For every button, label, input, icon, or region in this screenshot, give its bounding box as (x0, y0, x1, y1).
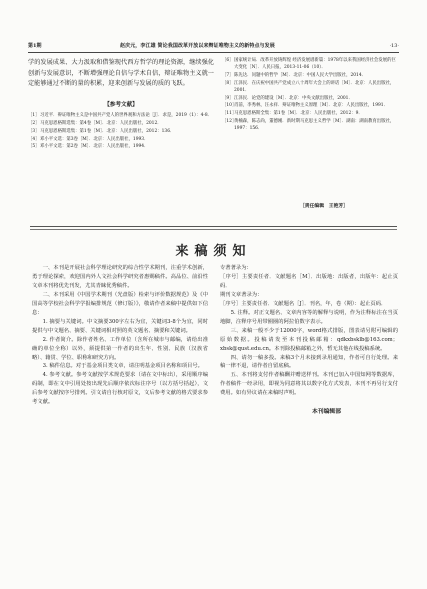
reference-text: 邓小平文选：第2卷［M］．北京：人民出版社，1994． (40, 144, 149, 150)
reference-text: 马克思恩格斯全集：第1卷［M］．北京：人民出版社，2012：9． (234, 111, 363, 117)
notice-left-paragraphs (32, 264, 208, 407)
section-divider (30, 226, 397, 227)
notice-paragraph: 5. 注释。对正文题名、文章内容等的解释与说明，作为注释标注在当页地脚，注释序号用带圈圈的阿拉伯数字表示。 (220, 309, 398, 325)
reference-number: ［3］ (28, 128, 40, 134)
reference-item (28, 144, 214, 151)
article-body-text: 学的发展成果、大力汲取和借鉴现代西方哲学的理论资源，继续强化创新与发展意识，不断增强理论自信与学术自信，辩证唯物主义就一定能够通过不断的量的积累，迎来创新与发展的质的飞跃。 (28, 59, 214, 88)
reference-item (222, 58, 400, 72)
notice-paragraph: ［序号］主要责任者．文献题名［J］．刊名，年，卷（期）：起止页码． (220, 300, 387, 307)
references-list-left (28, 113, 214, 152)
reference-number: ［9］ (222, 95, 234, 101)
reference-number: ［4］ (28, 136, 40, 142)
reference-text: 邓小平文选：第3卷［M］．北京：人民出版社，1993． (40, 136, 149, 142)
reference-number: ［12］ (222, 119, 237, 125)
notice-title: 来稿须知 (175, 244, 252, 259)
notice-paragraph: 期刊文章著录为： (220, 291, 263, 298)
reference-text: 江泽民．论党的建设［M］．北京：中央文献出版社，2001． (234, 95, 353, 101)
reference-text: 马克思恩格斯选集：第4卷［M］．北京：人民出版社，2012． (40, 120, 162, 126)
notice-paragraph: 五、本刊将支付作者稿酬并赠送样刊。本刊已加入中国知网等数据库，作者稿件一经录用，即视为同意将其以数字化方式发表，本刊不再另行支付费用。如有异议请在来稿时声明。 (220, 372, 398, 397)
reference-number: ［1］ (28, 112, 40, 118)
reference-text: 江泽民．在庆祝中国共产党成立八十周年大会上的讲话［M］．北京：人民出版社，2001． (234, 80, 395, 93)
article-right-column (222, 58, 400, 134)
reference-text: 马克思恩格斯选集：第1卷［M］．北京：人民出版社，2012：136． (40, 128, 175, 134)
references-title: 【参考文献】 (104, 101, 138, 108)
reference-text: 习近平．辩证唯物主义是中国共产党人的世界观和方法论［J］．求是，2019（1）：4-8． (40, 112, 213, 118)
notice-paragraph: 三、来稿一般不少于12000字，word格式排版，图表请另附可编辑的原始数据。投稿请发至本刊投稿邮箱：qdkxbsklb@163.com；xbsk@qust.edu.cn。本刊除投稿邮箱之外，暂无其他在线投稿系统。 (220, 327, 398, 352)
page-number: ·13· (389, 43, 399, 49)
reference-number: ［11］ (222, 111, 237, 117)
reference-item (222, 81, 400, 95)
notice-right-column (220, 264, 398, 415)
notice-paragraph: 二、本刊采用《中国学术期刊（光盘版）检索与评价数据规范》及《中国高等学校社会科学学报编排规范（修订版）》，敬请作者来稿中提供如下信息： (32, 291, 208, 316)
article-left-column (28, 58, 214, 152)
reference-item (222, 96, 400, 103)
reference-number: ［6］ (222, 58, 234, 63)
notice-paragraph: 2. 作者简介。除作者姓名、工作单位（含所在城市与邮编，请给出准确的单位全称）以外，须提供第一作者的出生年、性别、民族（汉族省略）、籍贯、学位、职称和研究方向。 (32, 336, 208, 361)
reference-item (28, 121, 214, 128)
reference-number: ［7］ (222, 72, 234, 78)
reference-item (28, 129, 214, 136)
reference-item (222, 111, 400, 118)
notice-paragraph: 专著著录为： (220, 265, 252, 271)
notice-paragraph: 1. 摘要与关键词。中文摘要300字左右为宜，关键词3-8个为宜，同时提供与中文题名、摘要、关键词相对照的英文题名、摘要和关键词。 (32, 318, 208, 334)
reference-number: ［5］ (28, 144, 40, 150)
notice-paragraph: 四、请勿一稿多投。来稿3个月未接到录用通知，作者可自行处理。来稿一律不退，请作者自留底稿。 (220, 354, 398, 370)
reference-item (28, 137, 214, 144)
reference-item (222, 119, 400, 133)
reference-number: ［8］ (222, 80, 234, 86)
notice-right-paragraphs (220, 264, 398, 398)
reference-text: 陈先达．问题中的哲学［M］．北京：中国人民大学出版社，2014． (234, 72, 367, 78)
reference-text: 国家统计局．改革开放铸辉煌 经济发展谱新篇：1978年以来我国经济社会发展的巨大变化［N］．人民日报，2013-11-06（10）． (234, 58, 396, 70)
reference-item (222, 73, 400, 80)
editor-credit: ［责任编辑 王艳芳］ (300, 203, 348, 209)
notice-left-column (32, 264, 208, 407)
references-list-right (222, 58, 400, 133)
reference-number: ［10］ (222, 103, 237, 109)
reference-text: 黄楠森，陈志尚，董德刚．新时期马克思主义哲学［M］．湖南：湖南教育出版社，1997：156． (234, 119, 395, 132)
notice-paragraph: ［序号］主要责任者．文献题名［M］．出版地：出版者，出版年：起止页码． (220, 273, 398, 289)
notice-paragraph: 一、本刊是开展社会科学理论研究的综合性学术期刊，注重学术创新，勇于理论探索，欢迎国内外人文社会科学研究者惠赐稿件。高品位、前沿性文章本刊将优先刊发，尤其青睐优秀稿件。 (32, 265, 208, 289)
running-title: 赵庆元，李江雄 简论我国改革开放以来辩证唯物主义的新特点与发展 (120, 43, 275, 49)
notice-paragraph: 4. 参考文献。参考文献按学术规范要求（请在文中标出），采用顺序编码制，即在文中引用处按出现先后顺序依次标注序号（以方括号括起），文后参考文献按序号排列。引文请自行核对原文，文后参考文献的格式要求参考文献。 (32, 372, 208, 406)
reference-text: 肖前，李秀林，汪永祥．辩证唯物主义原理［M］．北京：人民出版社，1991． (234, 103, 388, 109)
reference-item (28, 113, 214, 120)
running-header (28, 40, 399, 53)
reference-item (222, 103, 400, 110)
notice-paragraph: 3. 稿件信息。对于基金项目类文章，请注明基金项目名称和项目号。 (42, 363, 203, 370)
issue-number: 第1期 (28, 43, 42, 49)
reference-number: ［2］ (28, 120, 40, 126)
editorial-signature: 本刊编辑部 (312, 409, 341, 416)
